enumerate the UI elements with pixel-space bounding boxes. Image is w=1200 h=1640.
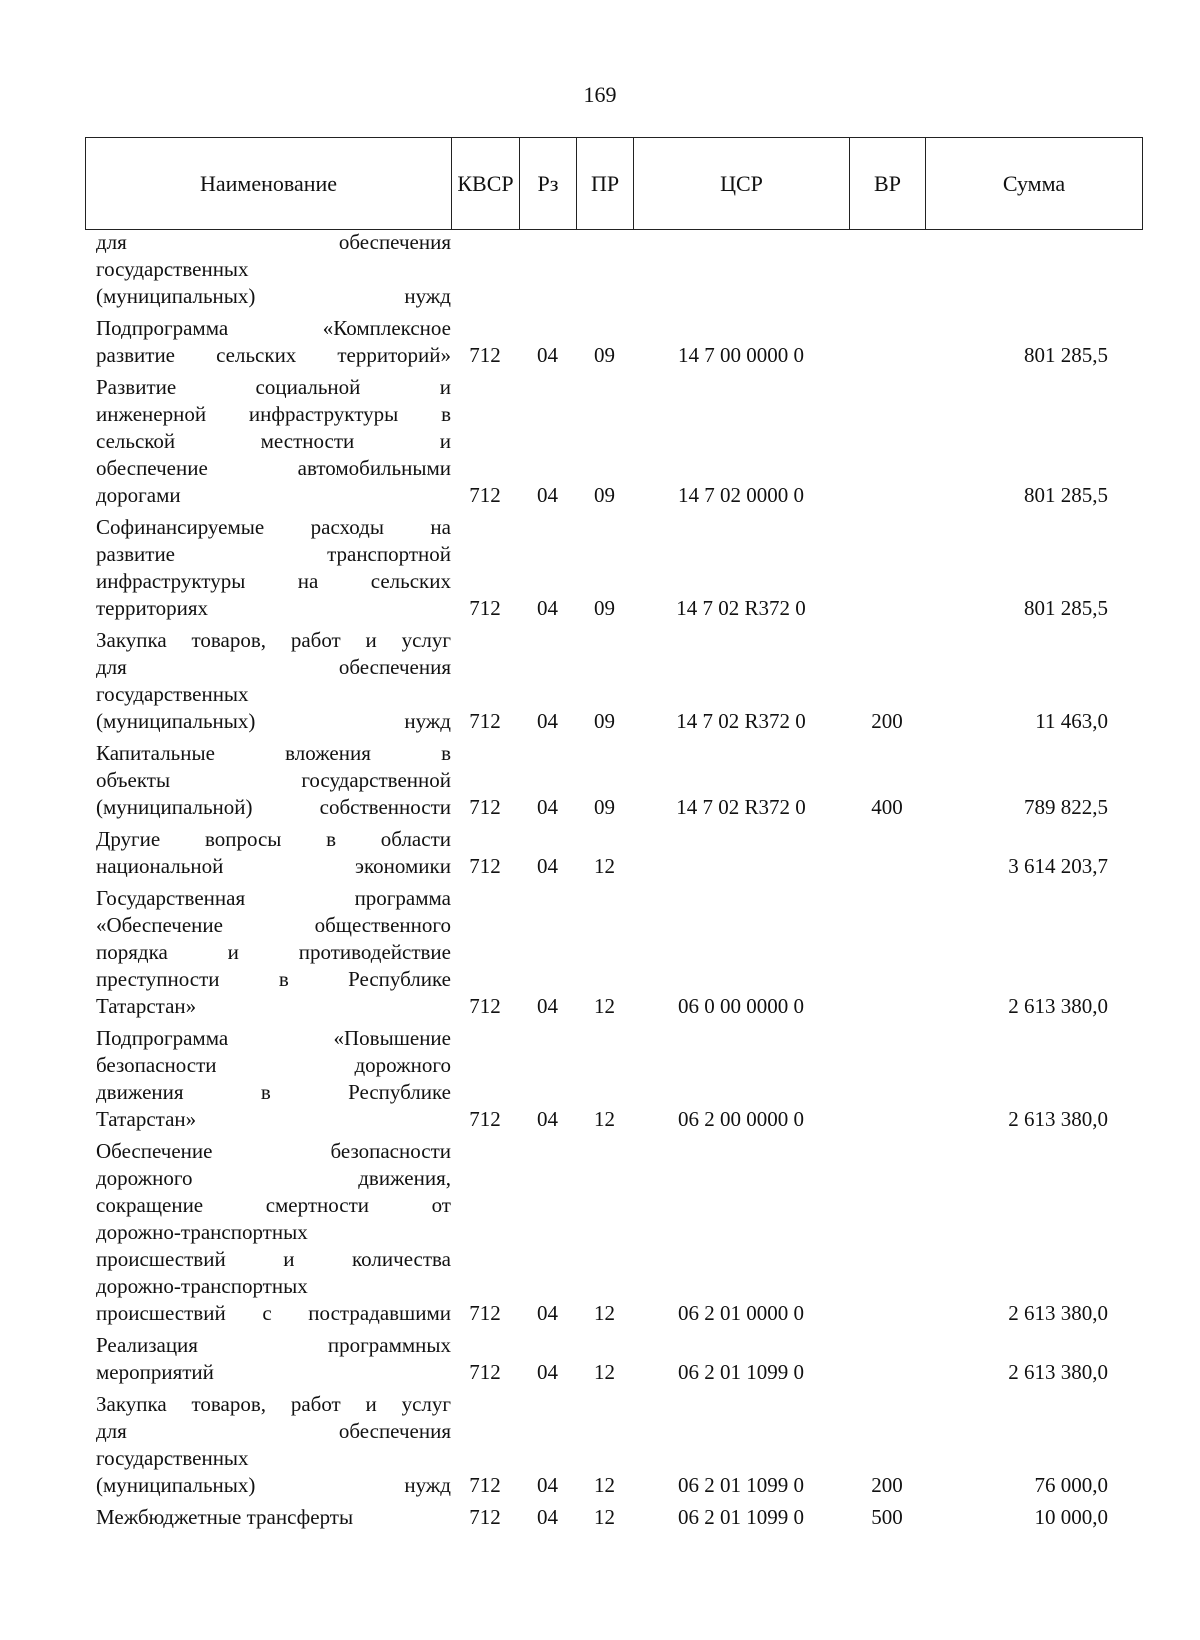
row-name-line: объекты государственной (96, 768, 451, 792)
table-row (85, 1391, 1142, 1499)
row-pr: 12 (594, 1473, 615, 1497)
row-rz: 04 (537, 1107, 558, 1131)
row-vr: 200 (871, 709, 903, 733)
page-number: 169 (583, 82, 617, 107)
table-row (85, 1138, 1142, 1327)
row-sum: 11 463,0 (1035, 709, 1108, 733)
row-name-line: происшествий и количества (96, 1247, 451, 1271)
row-name-line: государственных (96, 257, 249, 281)
row-name-line: Татарстан» (96, 1107, 197, 1131)
row-name-line: происшествий с пострадавшими (96, 1301, 451, 1325)
table-row (85, 826, 1142, 880)
table-row (85, 885, 1142, 1020)
row-csr: 14 7 00 0000 0 (678, 343, 804, 367)
row-rz: 04 (537, 596, 558, 620)
row-pr: 12 (594, 994, 615, 1018)
row-name-line: преступности в Республике (96, 967, 451, 991)
header-kvsr: КВСР (452, 138, 520, 230)
row-name-line: развитие сельских территорий» (96, 343, 451, 367)
budget-table-body (85, 229, 1142, 1531)
budget-table-header (85, 137, 1143, 230)
row-name-line: национальной экономики (96, 854, 451, 878)
table-row (85, 229, 1142, 310)
table-row (85, 740, 1142, 821)
row-name (85, 315, 451, 369)
row-sum: 801 285,5 (1024, 343, 1108, 367)
row-kvsr: 712 (469, 1107, 501, 1131)
header-pr: ПР (577, 138, 634, 230)
row-name (85, 1332, 451, 1386)
row-name-line: сельской местности и (96, 429, 451, 453)
header-vr: ВР (850, 138, 926, 230)
row-name-line: Капитальные вложения в (96, 741, 451, 765)
row-name-line: обеспечение автомобильными (96, 456, 451, 480)
row-name-line: развитие транспортной (96, 542, 451, 566)
row-name (85, 740, 451, 821)
row-sum: 801 285,5 (1024, 483, 1108, 507)
row-name (85, 1138, 451, 1327)
header-name: Наименование (86, 138, 452, 230)
row-name (85, 374, 451, 509)
row-sum: 76 000,0 (1034, 1473, 1108, 1497)
row-pr: 09 (594, 343, 615, 367)
row-kvsr: 712 (469, 1301, 501, 1325)
row-name-line: Другие вопросы в области (96, 827, 451, 851)
row-name-line: дорогами (96, 483, 181, 507)
row-vr: 500 (871, 1505, 903, 1529)
row-sum: 3 614 203,7 (1008, 854, 1108, 878)
table-row (85, 1332, 1142, 1386)
row-rz: 04 (537, 854, 558, 878)
row-pr: 09 (594, 795, 615, 819)
row-kvsr: 712 (469, 343, 501, 367)
row-name (85, 1391, 451, 1499)
table-row (85, 374, 1142, 509)
row-name-line: инженерной инфраструктуры в (96, 402, 451, 426)
row-kvsr: 712 (469, 795, 501, 819)
row-csr: 14 7 02 R372 0 (676, 795, 806, 819)
row-name-line: мероприятий (96, 1360, 214, 1384)
row-csr: 14 7 02 0000 0 (678, 483, 804, 507)
row-kvsr: 712 (469, 1360, 501, 1384)
row-csr: 06 0 00 0000 0 (678, 994, 804, 1018)
table-row (85, 315, 1142, 369)
row-name-line: Реализация программных (96, 1333, 451, 1357)
row-sum: 2 613 380,0 (1008, 994, 1108, 1018)
row-name-line: для обеспечения (96, 230, 451, 254)
row-rz: 04 (537, 1360, 558, 1384)
row-pr: 12 (594, 1301, 615, 1325)
row-name-line: Татарстан» (96, 994, 197, 1018)
table-row (85, 1025, 1142, 1133)
row-rz: 04 (537, 483, 558, 507)
row-name-line: Государственная программа (96, 886, 451, 910)
row-name-line: (муниципальных) нужд (96, 709, 451, 733)
row-name (85, 1504, 451, 1531)
header-sum: Сумма (926, 138, 1143, 230)
row-kvsr: 712 (469, 709, 501, 733)
row-pr: 09 (594, 709, 615, 733)
row-name (85, 885, 451, 1020)
row-name (85, 514, 451, 622)
row-name-line: (муниципальных) нужд (96, 284, 451, 308)
row-name-line: движения в Республике (96, 1080, 451, 1104)
row-name-line: порядка и противодействие (96, 940, 451, 964)
table-row (85, 514, 1142, 622)
row-kvsr: 712 (469, 994, 501, 1018)
row-name-line: сокращение смертности от (96, 1193, 451, 1217)
row-name-line: (муниципальных) нужд (96, 1473, 451, 1497)
row-name-line: «Обеспечение общественного (96, 913, 451, 937)
row-name-line: безопасности дорожного (96, 1053, 451, 1077)
row-name-line: (муниципальной) собственности (96, 795, 451, 819)
row-name-line: государственных (96, 682, 249, 706)
row-kvsr: 712 (469, 1473, 501, 1497)
table-row (85, 627, 1142, 735)
row-rz: 04 (537, 709, 558, 733)
row-name-line: Межбюджетные трансферты (96, 1505, 354, 1529)
row-name-line: Подпрограмма «Комплексное (96, 316, 451, 340)
row-sum: 10 000,0 (1034, 1505, 1108, 1529)
row-rz: 04 (537, 1301, 558, 1325)
row-pr: 12 (594, 854, 615, 878)
row-rz: 04 (537, 795, 558, 819)
row-rz: 04 (537, 1505, 558, 1529)
row-name-line: дорожного движения, (96, 1166, 451, 1190)
row-name-line: Софинансируемые расходы на (96, 515, 451, 539)
row-pr: 09 (594, 596, 615, 620)
row-name-line: территориях (96, 596, 209, 620)
header-csr: ЦСР (634, 138, 850, 230)
row-sum: 2 613 380,0 (1008, 1107, 1108, 1131)
row-kvsr: 712 (469, 854, 501, 878)
row-rz: 04 (537, 994, 558, 1018)
row-rz: 04 (537, 343, 558, 367)
row-name-line: для обеспечения (96, 655, 451, 679)
row-sum: 789 822,5 (1024, 795, 1108, 819)
row-name-line: инфраструктуры на сельских (96, 569, 451, 593)
row-pr: 09 (594, 483, 615, 507)
row-sum: 2 613 380,0 (1008, 1301, 1108, 1325)
row-name-line: дорожно-транспортных (96, 1220, 308, 1244)
row-name-line: Закупка товаров, работ и услуг (96, 628, 451, 652)
row-kvsr: 712 (469, 483, 501, 507)
row-sum: 801 285,5 (1024, 596, 1108, 620)
table-row (85, 1504, 1142, 1531)
row-kvsr: 712 (469, 596, 501, 620)
row-rz: 04 (537, 1473, 558, 1497)
row-name-line: дорожно-транспортных (96, 1274, 308, 1298)
row-name-line: Развитие социальной и (96, 375, 451, 399)
row-vr: 200 (871, 1473, 903, 1497)
row-csr: 06 2 00 0000 0 (678, 1107, 804, 1131)
row-name (85, 229, 451, 310)
row-csr: 06 2 01 0000 0 (678, 1301, 804, 1325)
row-name-line: Закупка товаров, работ и услуг (96, 1392, 451, 1416)
row-pr: 12 (594, 1505, 615, 1529)
row-vr: 400 (871, 795, 903, 819)
header-rz: Рз (520, 138, 577, 230)
row-name (85, 627, 451, 735)
row-name-line: государственных (96, 1446, 249, 1470)
row-name-line: для обеспечения (96, 1419, 451, 1443)
row-pr: 12 (594, 1107, 615, 1131)
row-name (85, 1025, 451, 1133)
row-sum: 2 613 380,0 (1008, 1360, 1108, 1384)
row-name-line: Подпрограмма «Повышение (96, 1026, 451, 1050)
row-csr: 14 7 02 R372 0 (676, 709, 806, 733)
row-pr: 12 (594, 1360, 615, 1384)
row-csr: 06 2 01 1099 0 (678, 1473, 804, 1497)
row-kvsr: 712 (469, 1505, 501, 1529)
row-csr: 14 7 02 R372 0 (676, 596, 806, 620)
row-name-line: Обеспечение безопасности (96, 1139, 451, 1163)
row-name (85, 826, 451, 880)
row-csr: 06 2 01 1099 0 (678, 1360, 804, 1384)
row-csr: 06 2 01 1099 0 (678, 1505, 804, 1529)
